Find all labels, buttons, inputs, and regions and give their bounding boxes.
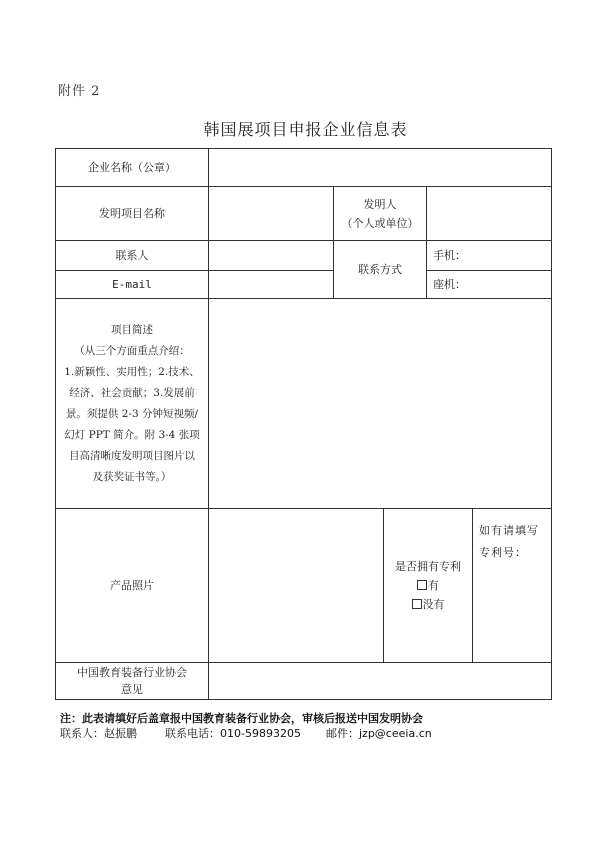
patent-no-option[interactable] — [412, 595, 445, 614]
form-title: 韩国展项目申报企业信息表 — [203, 120, 408, 139]
patent-question: 是否拥有专利 — [395, 560, 461, 573]
brief-line: 目高清晰度发明项目图片以 — [69, 449, 195, 462]
association-opinion-field[interactable] — [209, 663, 551, 699]
brief-line: （从三个方面重点介绍： — [74, 344, 190, 357]
patent-number-hint-line1: 如有请填写 — [479, 524, 539, 537]
footer-contact-person: 联系人：赵振鹏 — [60, 727, 137, 740]
landline-label[interactable]: 座机： — [433, 278, 466, 291]
project-name-field[interactable] — [209, 187, 333, 240]
patent-question-cell — [384, 509, 472, 662]
attachment-label: 附件 2 — [58, 84, 101, 99]
patent-number-cell[interactable] — [473, 520, 551, 564]
inventor-label-line2: （个人或单位） — [341, 216, 419, 230]
project-brief-field[interactable] — [209, 299, 551, 508]
patent-yes-label: 有 — [428, 579, 439, 592]
product-photo-field[interactable] — [209, 509, 383, 662]
project-name-label: 发明项目名称 — [99, 207, 165, 220]
inventor-field[interactable] — [427, 187, 551, 240]
company-name-field[interactable] — [209, 149, 551, 186]
checkbox-icon[interactable] — [412, 599, 422, 609]
company-name-label: 企业名称（公章） — [88, 161, 176, 174]
brief-line: 项目简述 — [111, 323, 153, 336]
brief-line: 景。须提供 2-3 分钟短视频/ — [65, 407, 199, 420]
patent-yes-option[interactable] — [417, 576, 439, 595]
contact-method-label: 联系方式 — [358, 263, 402, 276]
footer-email: 邮件：jzp@ceeia.cn — [326, 727, 432, 740]
association-opinion-label — [56, 663, 208, 699]
association-label-line1: 中国教育装备行业协会 — [77, 666, 187, 679]
brief-line: 及获奖证书等。） — [92, 470, 172, 483]
project-brief-label — [56, 299, 208, 508]
patent-number-hint-line2: 专利号： — [479, 546, 527, 559]
brief-line: 经济、社会贡献；3.发展前 — [69, 386, 195, 399]
inventor-label-line1: 发明人 — [363, 197, 397, 211]
brief-line: 1.新颖性、实用性；2.技术、 — [64, 365, 200, 378]
mobile-label[interactable]: 手机： — [433, 249, 466, 262]
association-label-line2: 意见 — [121, 683, 143, 696]
product-photo-label: 产品照片 — [110, 579, 154, 592]
brief-line: 幻灯 PPT 简介。附 3-4 张项 — [64, 428, 200, 441]
inventor-label — [334, 187, 426, 240]
table-border-bottom — [55, 699, 552, 700]
checkbox-icon[interactable] — [417, 580, 427, 590]
contact-person-label: 联系人 — [115, 249, 149, 262]
patent-no-label: 没有 — [422, 598, 445, 611]
contact-person-field[interactable] — [209, 241, 333, 270]
email-label: E-mail — [112, 278, 152, 291]
footer-phone: 联系电话：010-59893205 — [165, 727, 301, 740]
table-border-right — [551, 148, 552, 700]
email-field[interactable] — [209, 271, 333, 298]
footer-note: 注：此表请填好后盖章报中国教育装备行业协会，审核后报送中国发明协会 — [60, 712, 423, 725]
